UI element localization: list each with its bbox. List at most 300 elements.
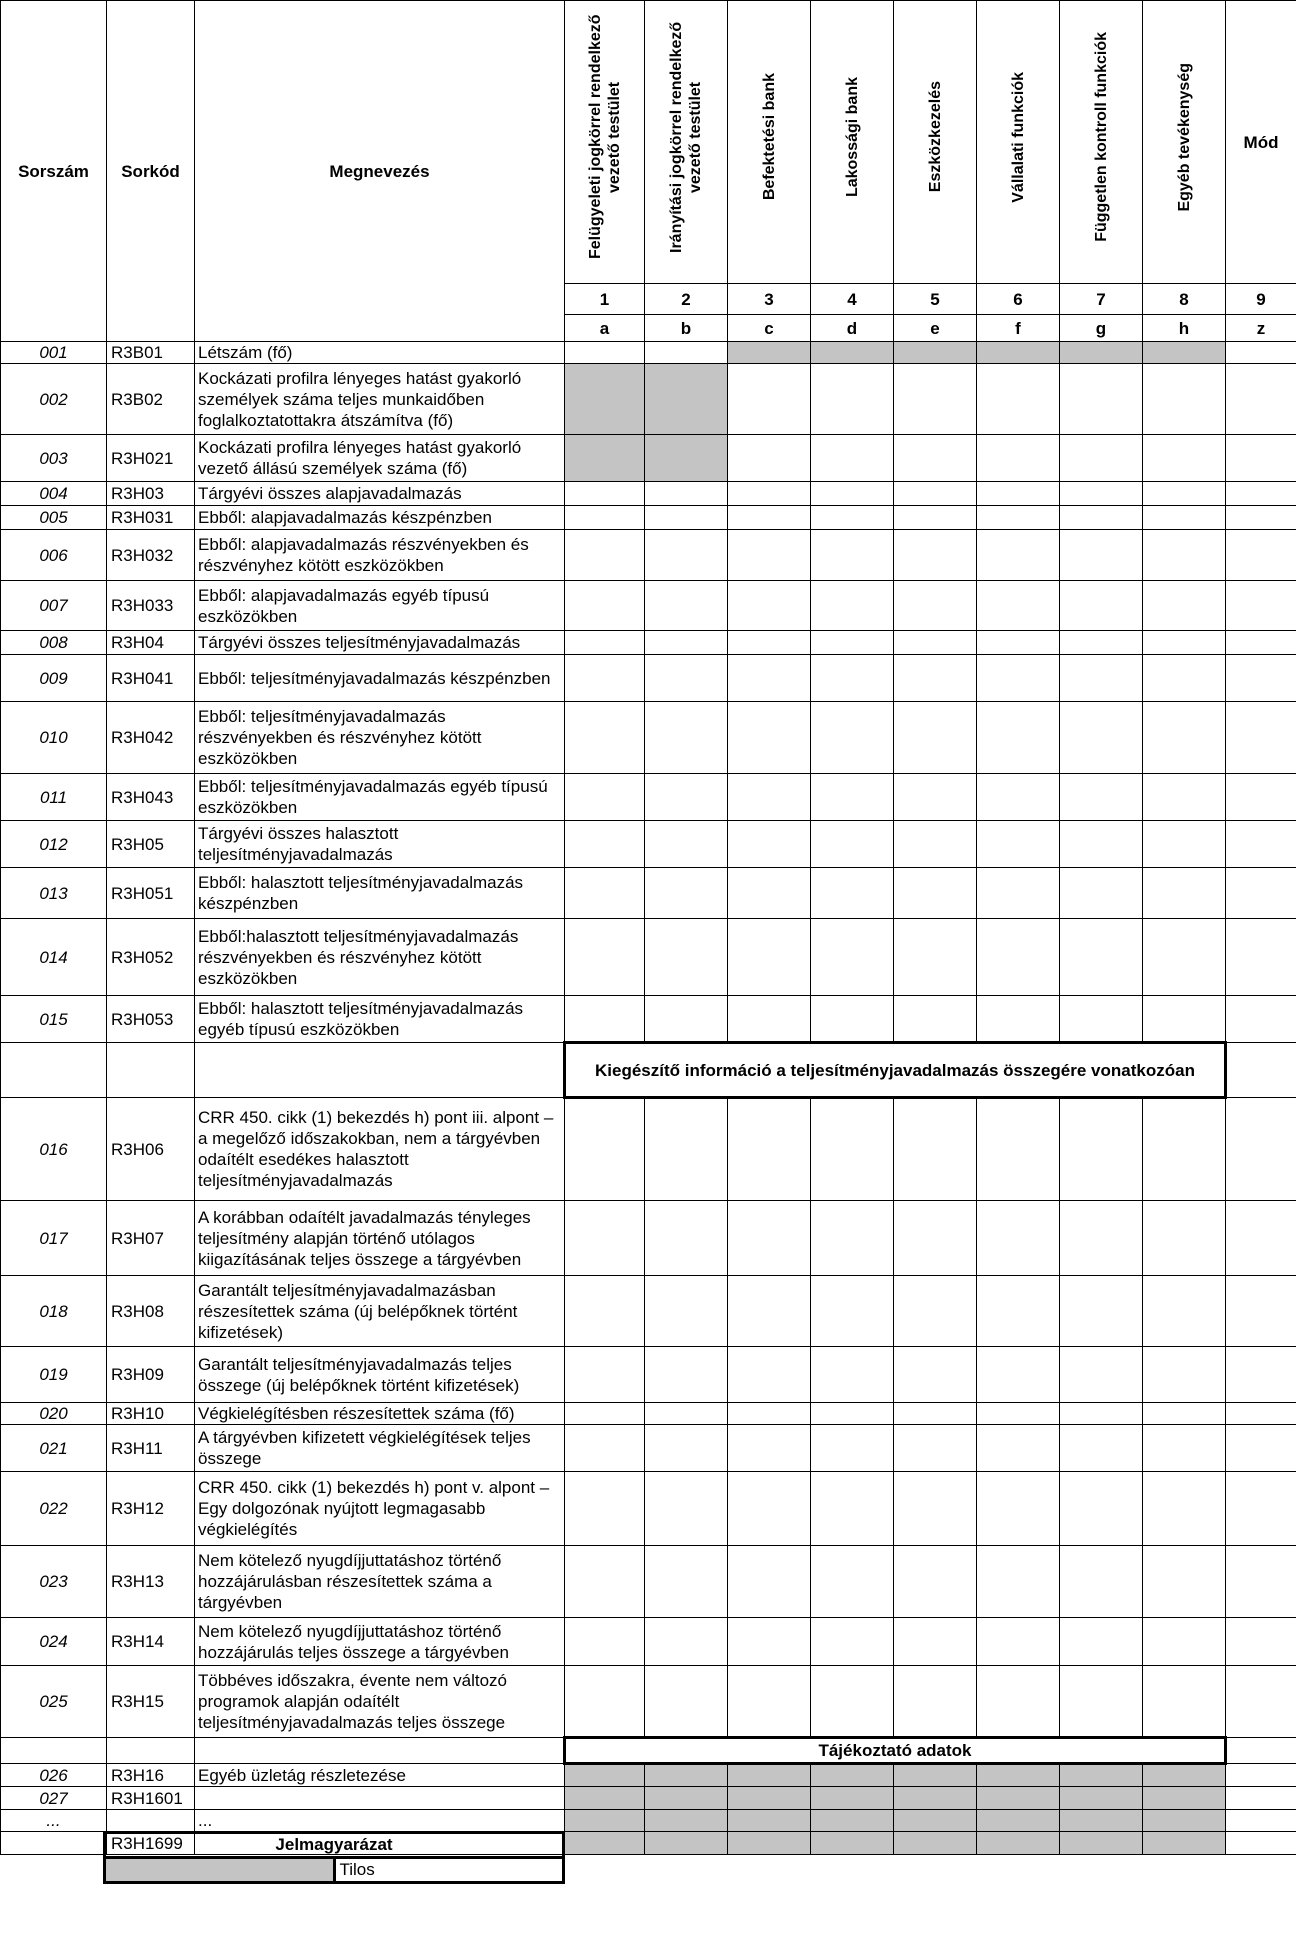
data-cell[interactable] [728,1666,811,1738]
data-cell[interactable] [1226,364,1296,435]
data-cell[interactable] [977,1276,1060,1347]
data-cell[interactable] [1060,1472,1143,1546]
data-cell[interactable] [645,774,728,821]
data-cell[interactable] [1060,1546,1143,1618]
data-cell[interactable] [894,506,977,530]
data-cell[interactable] [728,364,811,435]
data-cell[interactable] [565,581,645,631]
data-cell[interactable] [977,482,1060,506]
data-cell[interactable] [565,919,645,996]
col-letter: h [1143,315,1226,342]
table-row [1,1810,1296,1832]
data-cell[interactable] [565,655,645,702]
band-empty [1,1043,107,1098]
data-cell[interactable] [1060,1201,1143,1276]
row-code: R3H06 [107,1098,195,1201]
header-col-2: Irányítási jogkörrel rendelkező vezető testület [645,1,728,284]
data-cell[interactable] [565,506,645,530]
data-cell[interactable] [894,1618,977,1666]
data-cell[interactable] [811,996,894,1043]
data-cell[interactable] [728,581,811,631]
data-cell [1060,1810,1143,1832]
data-cell[interactable] [811,482,894,506]
data-cell[interactable] [1226,1764,1296,1787]
data-cell[interactable] [565,1425,645,1472]
row-number: 025 [1,1666,107,1738]
data-cell[interactable] [565,1276,645,1347]
data-cell[interactable] [1060,868,1143,919]
data-cell [811,1787,894,1810]
data-cell[interactable] [1226,655,1296,702]
data-cell[interactable] [728,1472,811,1546]
data-cell[interactable] [1226,581,1296,631]
data-cell[interactable] [1226,435,1296,482]
data-cell[interactable] [977,631,1060,655]
data-cell[interactable] [1143,702,1226,774]
data-cell[interactable] [811,655,894,702]
data-cell[interactable] [728,821,811,868]
data-cell[interactable] [894,868,977,919]
row-code: R3H16 [107,1764,195,1787]
data-cell [1143,1764,1226,1787]
data-cell[interactable] [645,1403,728,1425]
data-cell[interactable] [565,530,645,581]
data-cell[interactable] [977,581,1060,631]
data-cell[interactable] [811,631,894,655]
row-code: R3H041 [107,655,195,702]
data-cell[interactable] [811,919,894,996]
data-cell[interactable] [894,530,977,581]
data-cell[interactable] [645,530,728,581]
data-cell[interactable] [977,1201,1060,1276]
data-cell[interactable] [645,342,728,364]
row-code: R3H1601 [107,1787,195,1810]
data-cell[interactable] [1060,1403,1143,1425]
data-cell[interactable] [1060,702,1143,774]
data-cell[interactable] [645,482,728,506]
data-cell[interactable] [565,631,645,655]
data-cell[interactable] [565,996,645,1043]
data-cell[interactable] [1060,1098,1143,1201]
data-cell[interactable] [1226,1546,1296,1618]
data-cell[interactable] [1143,868,1226,919]
data-cell[interactable] [565,1472,645,1546]
data-cell[interactable] [645,1276,728,1347]
row-code: R3H042 [107,702,195,774]
data-cell[interactable] [977,435,1060,482]
data-cell[interactable] [1226,919,1296,996]
row-code: R3H032 [107,530,195,581]
data-cell[interactable] [894,1347,977,1403]
data-cell[interactable] [728,1425,811,1472]
section-band: Kiegészítő információ a teljesítményjavadalmazás összegére vonatkozóan [565,1043,1226,1098]
data-cell[interactable] [728,1098,811,1201]
row-label: Ebből: alapjavadalmazás részvényekben és részvényhez kötött eszközökben [195,530,565,581]
data-cell [1143,342,1226,364]
data-cell[interactable] [977,868,1060,919]
data-cell[interactable] [894,1098,977,1201]
data-cell[interactable] [894,1201,977,1276]
data-cell[interactable] [1060,482,1143,506]
data-cell[interactable] [977,1618,1060,1666]
data-cell[interactable] [811,435,894,482]
data-cell[interactable] [1143,631,1226,655]
data-cell[interactable] [1226,868,1296,919]
data-cell[interactable] [1143,919,1226,996]
data-cell[interactable] [894,364,977,435]
row-number: ... [1,1810,107,1832]
data-cell[interactable] [894,581,977,631]
row-code: R3B02 [107,364,195,435]
data-cell[interactable] [728,435,811,482]
data-cell[interactable] [894,1472,977,1546]
data-cell[interactable] [645,506,728,530]
data-cell[interactable] [1226,1666,1296,1738]
data-cell[interactable] [1143,530,1226,581]
data-cell[interactable] [1226,342,1296,364]
data-cell[interactable] [645,655,728,702]
data-cell [645,1787,728,1810]
data-cell[interactable] [1226,702,1296,774]
data-cell[interactable] [565,1618,645,1666]
data-cell[interactable] [811,1403,894,1425]
row-code: R3H05 [107,821,195,868]
row-label: Ebből: halasztott teljesítményjavadalmazás egyéb típusú eszközökben [195,996,565,1043]
col-number: 2 [645,284,728,315]
data-cell[interactable] [977,530,1060,581]
data-cell[interactable] [1143,821,1226,868]
band-empty [107,1738,195,1764]
data-cell[interactable] [977,996,1060,1043]
data-cell[interactable] [894,996,977,1043]
data-cell[interactable] [728,1546,811,1618]
data-cell[interactable] [728,996,811,1043]
data-cell[interactable] [894,655,977,702]
data-cell [894,1832,977,1855]
data-cell[interactable] [811,868,894,919]
data-cell[interactable] [977,774,1060,821]
data-cell[interactable] [645,868,728,919]
data-cell[interactable] [1226,506,1296,530]
data-cell[interactable] [1060,506,1143,530]
data-cell[interactable] [977,1425,1060,1472]
data-cell[interactable] [894,1546,977,1618]
data-cell[interactable] [565,774,645,821]
data-cell[interactable] [1060,581,1143,631]
data-cell[interactable] [645,1472,728,1546]
data-cell[interactable] [1226,631,1296,655]
data-cell[interactable] [565,342,645,364]
data-cell[interactable] [1226,1098,1296,1201]
data-cell[interactable] [565,1201,645,1276]
data-cell [645,1832,728,1855]
table-row [1,1347,1296,1403]
data-cell[interactable] [811,506,894,530]
row-number: 007 [1,581,107,631]
band-empty [195,1738,565,1764]
data-cell[interactable] [1226,530,1296,581]
row-code: R3H08 [107,1276,195,1347]
data-cell[interactable] [894,1666,977,1738]
data-cell [1060,1787,1143,1810]
table-row [1,581,1296,631]
row-label: Tárgyévi összes alapjavadalmazás [195,482,565,506]
data-cell[interactable] [811,1472,894,1546]
data-cell[interactable] [811,581,894,631]
data-cell[interactable] [894,702,977,774]
data-cell[interactable] [894,774,977,821]
data-cell[interactable] [565,1666,645,1738]
data-cell[interactable] [811,1098,894,1201]
data-cell[interactable] [1060,1425,1143,1472]
row-code: R3H04 [107,631,195,655]
data-cell[interactable] [1143,774,1226,821]
data-cell[interactable] [1143,1472,1226,1546]
col-number: 1 [565,284,645,315]
data-cell[interactable] [977,1546,1060,1618]
data-cell[interactable] [811,1201,894,1276]
data-cell[interactable] [1143,1666,1226,1738]
row-label: Garantált teljesítményjavadalmazás teljes összege (új belépőknek történt kifizetések) [195,1347,565,1403]
data-cell[interactable] [811,702,894,774]
data-cell[interactable] [645,581,728,631]
header-row [1,1,1296,284]
table-row [1,868,1296,919]
data-cell[interactable] [1143,1425,1226,1472]
data-cell[interactable] [1060,821,1143,868]
data-cell[interactable] [645,1347,728,1403]
data-cell [1060,1832,1143,1855]
data-cell[interactable] [1060,631,1143,655]
data-cell[interactable] [645,631,728,655]
data-cell[interactable] [645,1425,728,1472]
data-cell[interactable] [811,1666,894,1738]
data-cell[interactable] [728,1618,811,1666]
data-cell[interactable] [1060,655,1143,702]
data-cell[interactable] [811,821,894,868]
legend-box [103,1831,565,1884]
data-cell[interactable] [894,482,977,506]
data-cell[interactable] [728,482,811,506]
data-cell[interactable] [1060,435,1143,482]
data-cell[interactable] [1060,364,1143,435]
data-cell[interactable] [565,482,645,506]
band-empty [1226,1043,1296,1098]
data-cell[interactable] [728,506,811,530]
data-cell[interactable] [645,1666,728,1738]
table-row [1,1276,1296,1347]
data-cell[interactable] [1143,1201,1226,1276]
data-cell[interactable] [565,1403,645,1425]
data-cell[interactable] [1060,1347,1143,1403]
data-cell[interactable] [811,774,894,821]
data-cell[interactable] [977,1403,1060,1425]
data-cell [645,1764,728,1787]
data-cell[interactable] [565,1347,645,1403]
data-cell[interactable] [1226,482,1296,506]
data-cell[interactable] [728,631,811,655]
data-cell[interactable] [1226,774,1296,821]
table-row [1,364,1296,435]
row-number: 017 [1,1201,107,1276]
row-number: 006 [1,530,107,581]
data-cell[interactable] [811,1618,894,1666]
row-label: Ebből: halasztott teljesítményjavadalmazás készpénzben [195,868,565,919]
data-cell[interactable] [977,1347,1060,1403]
data-cell[interactable] [1060,1666,1143,1738]
section-band: Tájékoztató adatok [565,1738,1226,1764]
data-cell[interactable] [1060,530,1143,581]
header-col-7: Független kontroll funkciók [1060,1,1143,284]
data-cell[interactable] [977,1666,1060,1738]
data-cell[interactable] [894,1425,977,1472]
data-cell[interactable] [728,1403,811,1425]
row-label: Nem kötelező nyugdíjjuttatáshoz történő hozzájárulásban részesítettek száma a tárgyévben [195,1546,565,1618]
row-number: 010 [1,702,107,774]
data-cell[interactable] [977,655,1060,702]
row-code: R3H10 [107,1403,195,1425]
row-number: 004 [1,482,107,506]
data-cell[interactable] [728,530,811,581]
data-cell[interactable] [645,1546,728,1618]
data-cell[interactable] [977,506,1060,530]
data-cell[interactable] [1226,1403,1296,1425]
data-cell[interactable] [728,655,811,702]
data-cell[interactable] [894,1403,977,1425]
data-cell [1143,1832,1226,1855]
row-label: Tárgyévi összes halasztott teljesítményjavadalmazás [195,821,565,868]
row-label: Ebből: teljesítményjavadalmazás készpénzben [195,655,565,702]
data-cell[interactable] [1143,1618,1226,1666]
data-cell [1060,1764,1143,1787]
data-cell[interactable] [1226,1472,1296,1546]
data-cell[interactable] [645,1098,728,1201]
data-cell[interactable] [1226,1618,1296,1666]
data-cell [1143,1787,1226,1810]
data-cell[interactable] [1143,364,1226,435]
data-cell[interactable] [1226,1425,1296,1472]
data-cell[interactable] [645,1201,728,1276]
data-cell [728,1787,811,1810]
data-cell[interactable] [1226,821,1296,868]
data-cell[interactable] [728,774,811,821]
row-code: R3H031 [107,506,195,530]
data-cell [1060,342,1143,364]
col-number: 8 [1143,284,1226,315]
data-cell[interactable] [1143,1098,1226,1201]
data-cell[interactable] [1143,1403,1226,1425]
data-cell[interactable] [1143,1276,1226,1347]
data-cell[interactable] [977,364,1060,435]
data-cell[interactable] [728,1347,811,1403]
data-cell[interactable] [1226,1276,1296,1347]
data-cell[interactable] [811,1276,894,1347]
data-cell[interactable] [645,996,728,1043]
data-cell [565,1764,645,1787]
data-cell[interactable] [728,702,811,774]
data-cell[interactable] [977,919,1060,996]
table-row [1,702,1296,774]
legend-title: Jelmagyarázat [105,1833,564,1858]
row-number: 027 [1,1787,107,1810]
data-cell[interactable] [1226,1787,1296,1810]
data-cell[interactable] [977,1098,1060,1201]
data-cell[interactable] [645,821,728,868]
data-cell[interactable] [977,1472,1060,1546]
data-cell[interactable] [811,530,894,581]
table-row [1,821,1296,868]
band-empty [195,1043,565,1098]
data-cell[interactable] [1143,1347,1226,1403]
data-cell[interactable] [728,868,811,919]
data-cell[interactable] [1226,996,1296,1043]
data-cell[interactable] [894,435,977,482]
data-cell[interactable] [565,702,645,774]
data-cell[interactable] [1060,1618,1143,1666]
row-label: Egyéb üzletág részletezése [195,1764,565,1787]
data-cell[interactable] [1143,482,1226,506]
row-label: Többéves időszakra, évente nem változó programok alapján odaítélt teljesítményjavadalmazás teljes összege [195,1666,565,1738]
data-cell[interactable] [645,919,728,996]
data-cell[interactable] [977,821,1060,868]
data-cell[interactable] [645,702,728,774]
data-cell[interactable] [645,1618,728,1666]
data-cell[interactable] [565,1546,645,1618]
data-cell[interactable] [565,1098,645,1201]
row-number [1,1832,107,1855]
data-cell[interactable] [894,631,977,655]
data-cell[interactable] [1226,1832,1296,1855]
data-cell[interactable] [1060,919,1143,996]
row-code: R3H1699 [107,1832,195,1855]
data-cell[interactable] [1143,1546,1226,1618]
data-cell[interactable] [1143,506,1226,530]
data-cell[interactable] [894,919,977,996]
data-cell[interactable] [1143,435,1226,482]
data-cell[interactable] [1060,1276,1143,1347]
data-cell[interactable] [977,702,1060,774]
row-label: Ebből:halasztott teljesítményjavadalmazás részvényekben és részvényhez kötött eszközökben [195,919,565,996]
row-number: 015 [1,996,107,1043]
row-label: Nem kötelező nyugdíjjuttatáshoz történő hozzájárulás teljes összege a tárgyévben [195,1618,565,1666]
data-cell[interactable] [811,1425,894,1472]
data-cell[interactable] [1143,996,1226,1043]
data-cell[interactable] [565,821,645,868]
data-cell[interactable] [811,1347,894,1403]
data-cell[interactable] [728,919,811,996]
col-letter: z [1226,315,1296,342]
data-cell[interactable] [811,1546,894,1618]
data-cell[interactable] [811,364,894,435]
header-sorkod: Sorkód [107,1,195,342]
row-code: R3H051 [107,868,195,919]
table-row [1,655,1296,702]
data-cell[interactable] [1226,1810,1296,1832]
data-cell[interactable] [894,821,977,868]
data-cell[interactable] [1143,581,1226,631]
data-cell[interactable] [1143,655,1226,702]
data-cell[interactable] [728,1276,811,1347]
data-cell[interactable] [1226,1347,1296,1403]
row-number: 024 [1,1618,107,1666]
data-cell[interactable] [1060,996,1143,1043]
data-cell[interactable] [728,1201,811,1276]
data-cell[interactable] [565,868,645,919]
section-band-row [1,1043,1296,1098]
data-cell[interactable] [1226,1201,1296,1276]
data-cell[interactable] [1060,774,1143,821]
data-cell[interactable] [894,1276,977,1347]
